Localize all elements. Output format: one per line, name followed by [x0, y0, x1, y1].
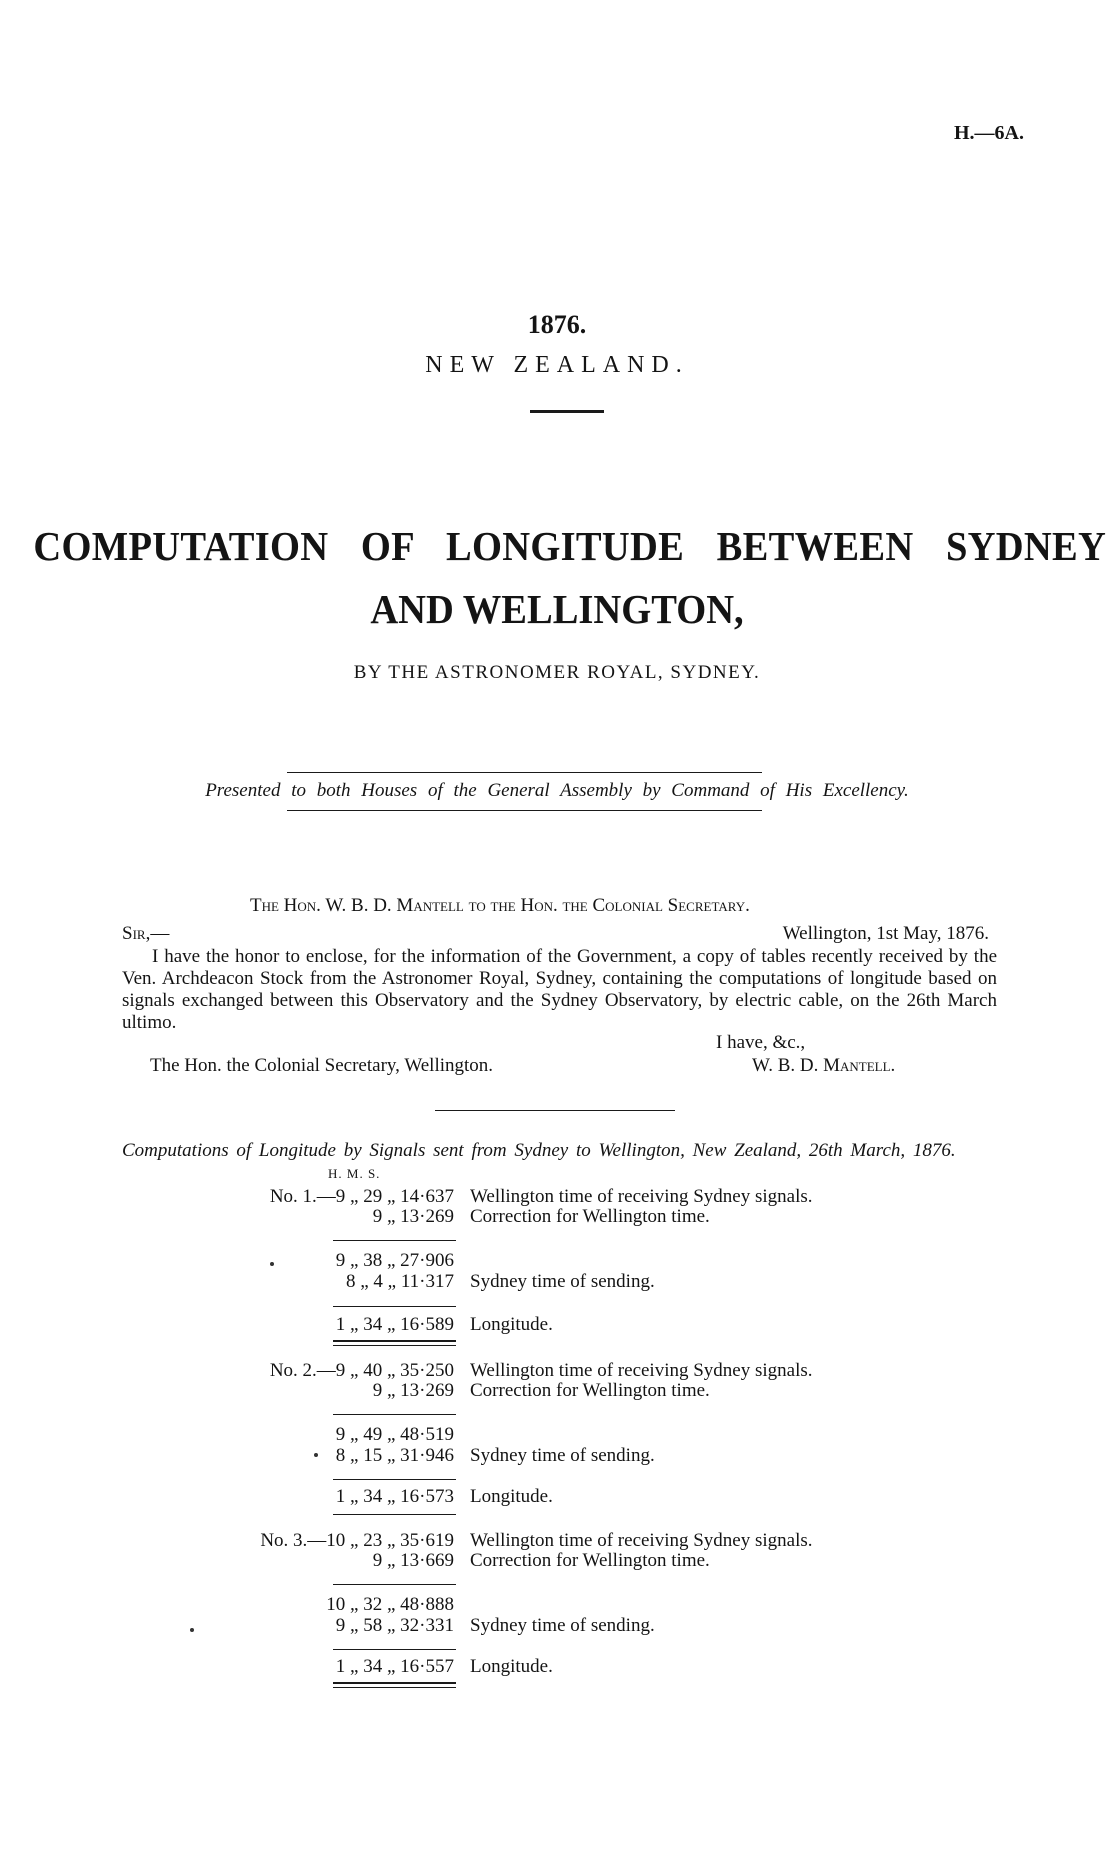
- correction-value: 9 „ 13·269: [372, 1380, 454, 1401]
- longitude-label: Longitude.: [470, 1314, 553, 1335]
- letter-header: The Hon. W. B. D. Mantell to the Hon. the Colonial Secretary.: [250, 895, 750, 916]
- country-heading: NEW ZEALAND.: [425, 352, 689, 378]
- sending-label: Sydney time of sending.: [470, 1445, 655, 1466]
- title-line-2: AND WELLINGTON,: [370, 586, 744, 632]
- computation-prefix: No. 3.—10 „ 23 „ 35·619: [260, 1530, 454, 1551]
- difference-rule: [333, 1306, 456, 1307]
- sum-value: 10 „ 32 „ 48·888: [326, 1594, 454, 1615]
- sending-label: Sydney time of sending.: [470, 1271, 655, 1292]
- sum-value: 9 „ 49 „ 48·519: [335, 1424, 454, 1445]
- letter-body: I have the honor to enclose, for the information of the Government, a copy of tables recently received by the Ven. Archdeacon Stock from the Astronomer Royal, Sydney, containing the computations of longitude based on signals exchanged between this Observatory and the Sydney Observatory, by electric cable, on the 26th March ultimo.: [122, 946, 997, 1033]
- letter-date: Wellington, 1st May, 1876.: [782, 923, 989, 944]
- title-line-1: COMPUTATION OF LONGITUDE BETWEEN SYDNEY: [33, 523, 1107, 569]
- result-rule: [333, 1345, 456, 1346]
- receive-label: Wellington time of receiving Sydney signals.: [470, 1530, 813, 1551]
- receive-label: Wellington time of receiving Sydney signals.: [470, 1360, 813, 1381]
- correction-label: Correction for Wellington time.: [470, 1550, 710, 1571]
- sum-rule: [333, 1240, 456, 1241]
- letter-closing: I have, &c.,: [716, 1032, 806, 1053]
- difference-rule: [333, 1649, 456, 1650]
- result-rule: [333, 1514, 456, 1515]
- longitude-value: 1 „ 34 „ 16·557: [335, 1656, 454, 1677]
- result-rule: [333, 1340, 456, 1342]
- divider: [530, 410, 604, 413]
- longitude-value: 1 „ 34 „ 16·589: [335, 1314, 454, 1335]
- year: 1876.: [527, 310, 587, 339]
- divider: [287, 772, 762, 773]
- longitude-value: 1 „ 34 „ 16·573: [335, 1486, 454, 1507]
- computation-prefix: No. 1.—9 „ 29 „ 14·637: [269, 1186, 454, 1207]
- computation-prefix: No. 2.—9 „ 40 „ 35·250: [269, 1360, 454, 1381]
- correction-label: Correction for Wellington time.: [470, 1206, 710, 1227]
- correction-label: Correction for Wellington time.: [470, 1380, 710, 1401]
- correction-value: 9 „ 13·669: [372, 1550, 454, 1571]
- signature: W. B. D. Mantell.: [752, 1055, 896, 1076]
- salutation: Sir,—: [122, 923, 170, 944]
- presented-note: Presented to both Houses of the General Assembly by Command of His Excellency.: [205, 780, 909, 801]
- difference-rule: [333, 1479, 456, 1480]
- speck: [314, 1453, 318, 1457]
- computations-heading: Computations of Longitude by Signals sent from Sydney to Wellington, New Zealand, 26th March, 1876.: [122, 1140, 956, 1161]
- sum-rule: [333, 1584, 456, 1585]
- receive-label: Wellington time of receiving Sydney signals.: [470, 1186, 813, 1207]
- correction-value: 9 „ 13·269: [372, 1206, 454, 1227]
- sum-rule: [333, 1414, 456, 1415]
- speck: [190, 1628, 194, 1632]
- document-reference: H.—6A.: [954, 122, 1024, 144]
- sending-value: 9 „ 58 „ 32·331: [335, 1615, 454, 1636]
- units-header: H. M. S.: [328, 1166, 381, 1181]
- longitude-label: Longitude.: [470, 1486, 553, 1507]
- speck: [270, 1262, 274, 1266]
- byline: BY THE ASTRONOMER ROYAL, SYDNEY.: [353, 662, 761, 683]
- sending-value: 8 „ 15 „ 31·946: [335, 1445, 454, 1466]
- result-rule: [333, 1682, 456, 1684]
- divider: [287, 810, 762, 811]
- divider: [435, 1110, 675, 1111]
- longitude-label: Longitude.: [470, 1656, 553, 1677]
- result-rule: [333, 1687, 456, 1688]
- sending-value: 8 „ 4 „ 11·317: [346, 1271, 454, 1292]
- addressee: The Hon. the Colonial Secretary, Wellington.: [150, 1055, 494, 1076]
- sum-value: 9 „ 38 „ 27·906: [335, 1250, 454, 1271]
- sending-label: Sydney time of sending.: [470, 1615, 655, 1636]
